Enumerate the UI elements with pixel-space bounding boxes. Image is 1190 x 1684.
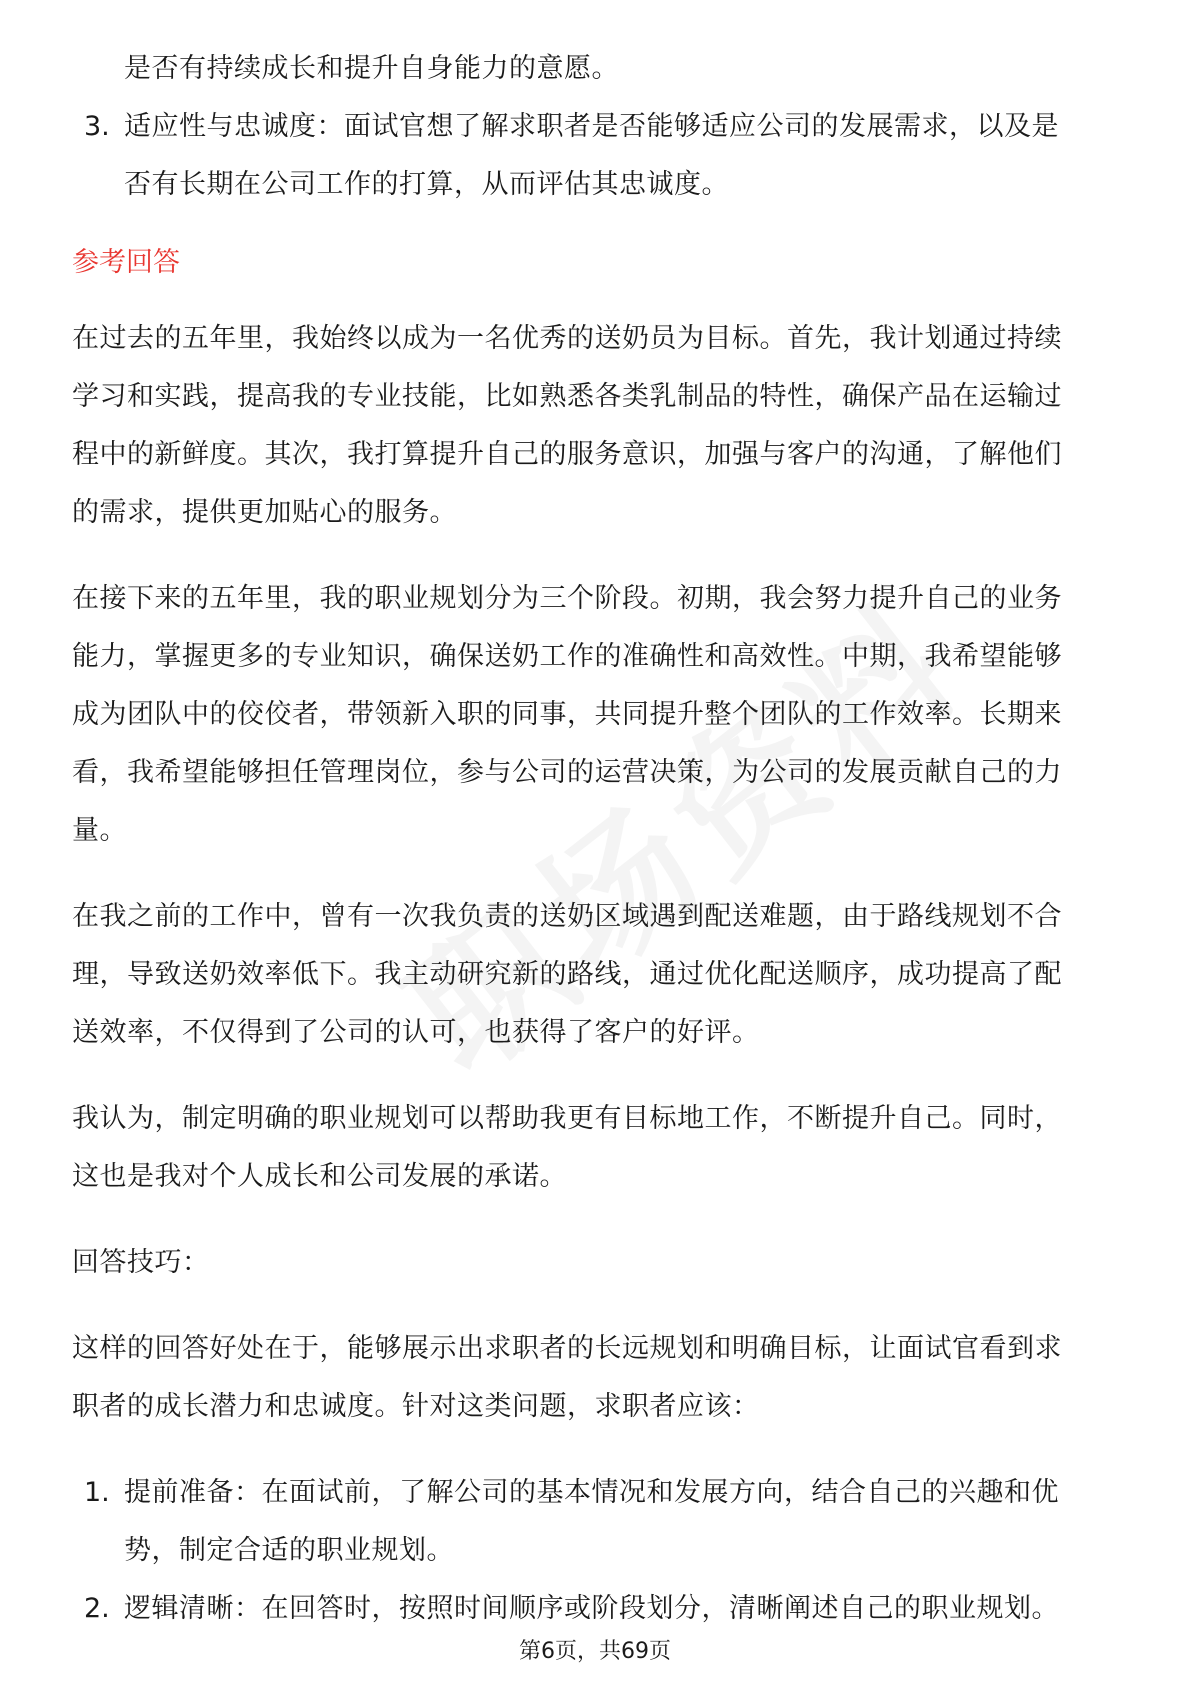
list-item-line: 提前准备：在面试前，了解公司的基本情况和发展方向，结合自己的兴趣和优 [124,1477,1059,1508]
paragraph-line: 职者的成长潜力和忠诚度。针对这类问题，求职者应该： [72,1391,760,1422]
tips-heading: 回答技巧： [72,1247,210,1278]
paragraph-line: 这样的回答好处在于，能够展示出求职者的长远规划和明确目标，让面试官看到求 [72,1333,1062,1364]
answer-paragraph [72,888,1118,1062]
list-item-line: 否有长期在公司工作的打算，从而评估其忠诚度。 [124,169,729,200]
paragraph-line: 学习和实践，提高我的专业技能，比如熟悉各类乳制品的特性，确保产品在运输过 [72,381,1062,412]
paragraph-line: 的需求，提供更加贴心的服务。 [72,497,457,528]
paragraph-line: 在接下来的五年里，我的职业规划分为三个阶段。初期，我会努力提升自己的业务 [72,583,1062,614]
tips-list [72,1464,1118,1638]
top-list [72,98,1118,214]
paragraph-line: 成为团队中的佼佼者，带领新入职的同事，共同提升整个团队的工作效率。长期来 [72,699,1062,730]
document-page [72,40,1118,1638]
section-title: 参考回答 [72,247,180,278]
top-continuation-text: 是否有持续成长和提升自身能力的意愿。 [124,53,619,84]
list-item [72,98,1118,214]
paragraph-line: 这也是我对个人成长和公司发展的承诺。 [72,1161,567,1192]
answer-paragraph [72,570,1118,860]
paragraph-line: 在过去的五年里，我始终以成为一名优秀的送奶员为目标。首先，我计划通过持续 [72,323,1062,354]
list-item-number: 1. [84,1477,110,1508]
paragraph-line: 量。 [72,815,127,846]
paragraph-line: 送效率，不仅得到了公司的认可，也获得了客户的好评。 [72,1017,760,1048]
paragraph-line: 能力，掌握更多的专业知识，确保送奶工作的准确性和高效性。中期，我希望能够 [72,641,1062,672]
answer-paragraph [72,310,1118,542]
paragraph-line: 程中的新鲜度。其次，我打算提升自己的服务意识，加强与客户的沟通，了解他们 [72,439,1062,470]
page-footer: 第6页，共69页 [519,1639,671,1664]
paragraph-line: 看，我希望能够担任管理岗位，参与公司的运营决策，为公司的发展贡献自己的力 [72,757,1062,788]
answer-paragraph [72,1090,1118,1206]
paragraph-line: 我认为，制定明确的职业规划可以帮助我更有目标地工作，不断提升自己。同时， [72,1103,1062,1134]
paragraph-line: 理，导致送奶效率低下。我主动研究新的路线，通过优化配送顺序，成功提高了配 [72,959,1062,990]
list-item-number: 2. [84,1593,110,1624]
tips-heading-block [72,1234,1118,1292]
paragraph-line: 在我之前的工作中，曾有一次我负责的送奶区域遇到配送难题，由于路线规划不合 [72,901,1062,932]
list-item [72,1464,1118,1580]
tips-intro [72,1320,1118,1436]
list-item-line: 适应性与忠诚度：面试官想了解求职者是否能够适应公司的发展需求，以及是 [124,111,1059,142]
list-item [72,1580,1118,1638]
list-item-line: 逻辑清晰：在回答时，按照时间顺序或阶段划分，清晰阐述自己的职业规划。 [124,1593,1059,1624]
list-item-number: 3. [84,111,110,142]
list-item-line: 势，制定合适的职业规划。 [124,1535,454,1566]
